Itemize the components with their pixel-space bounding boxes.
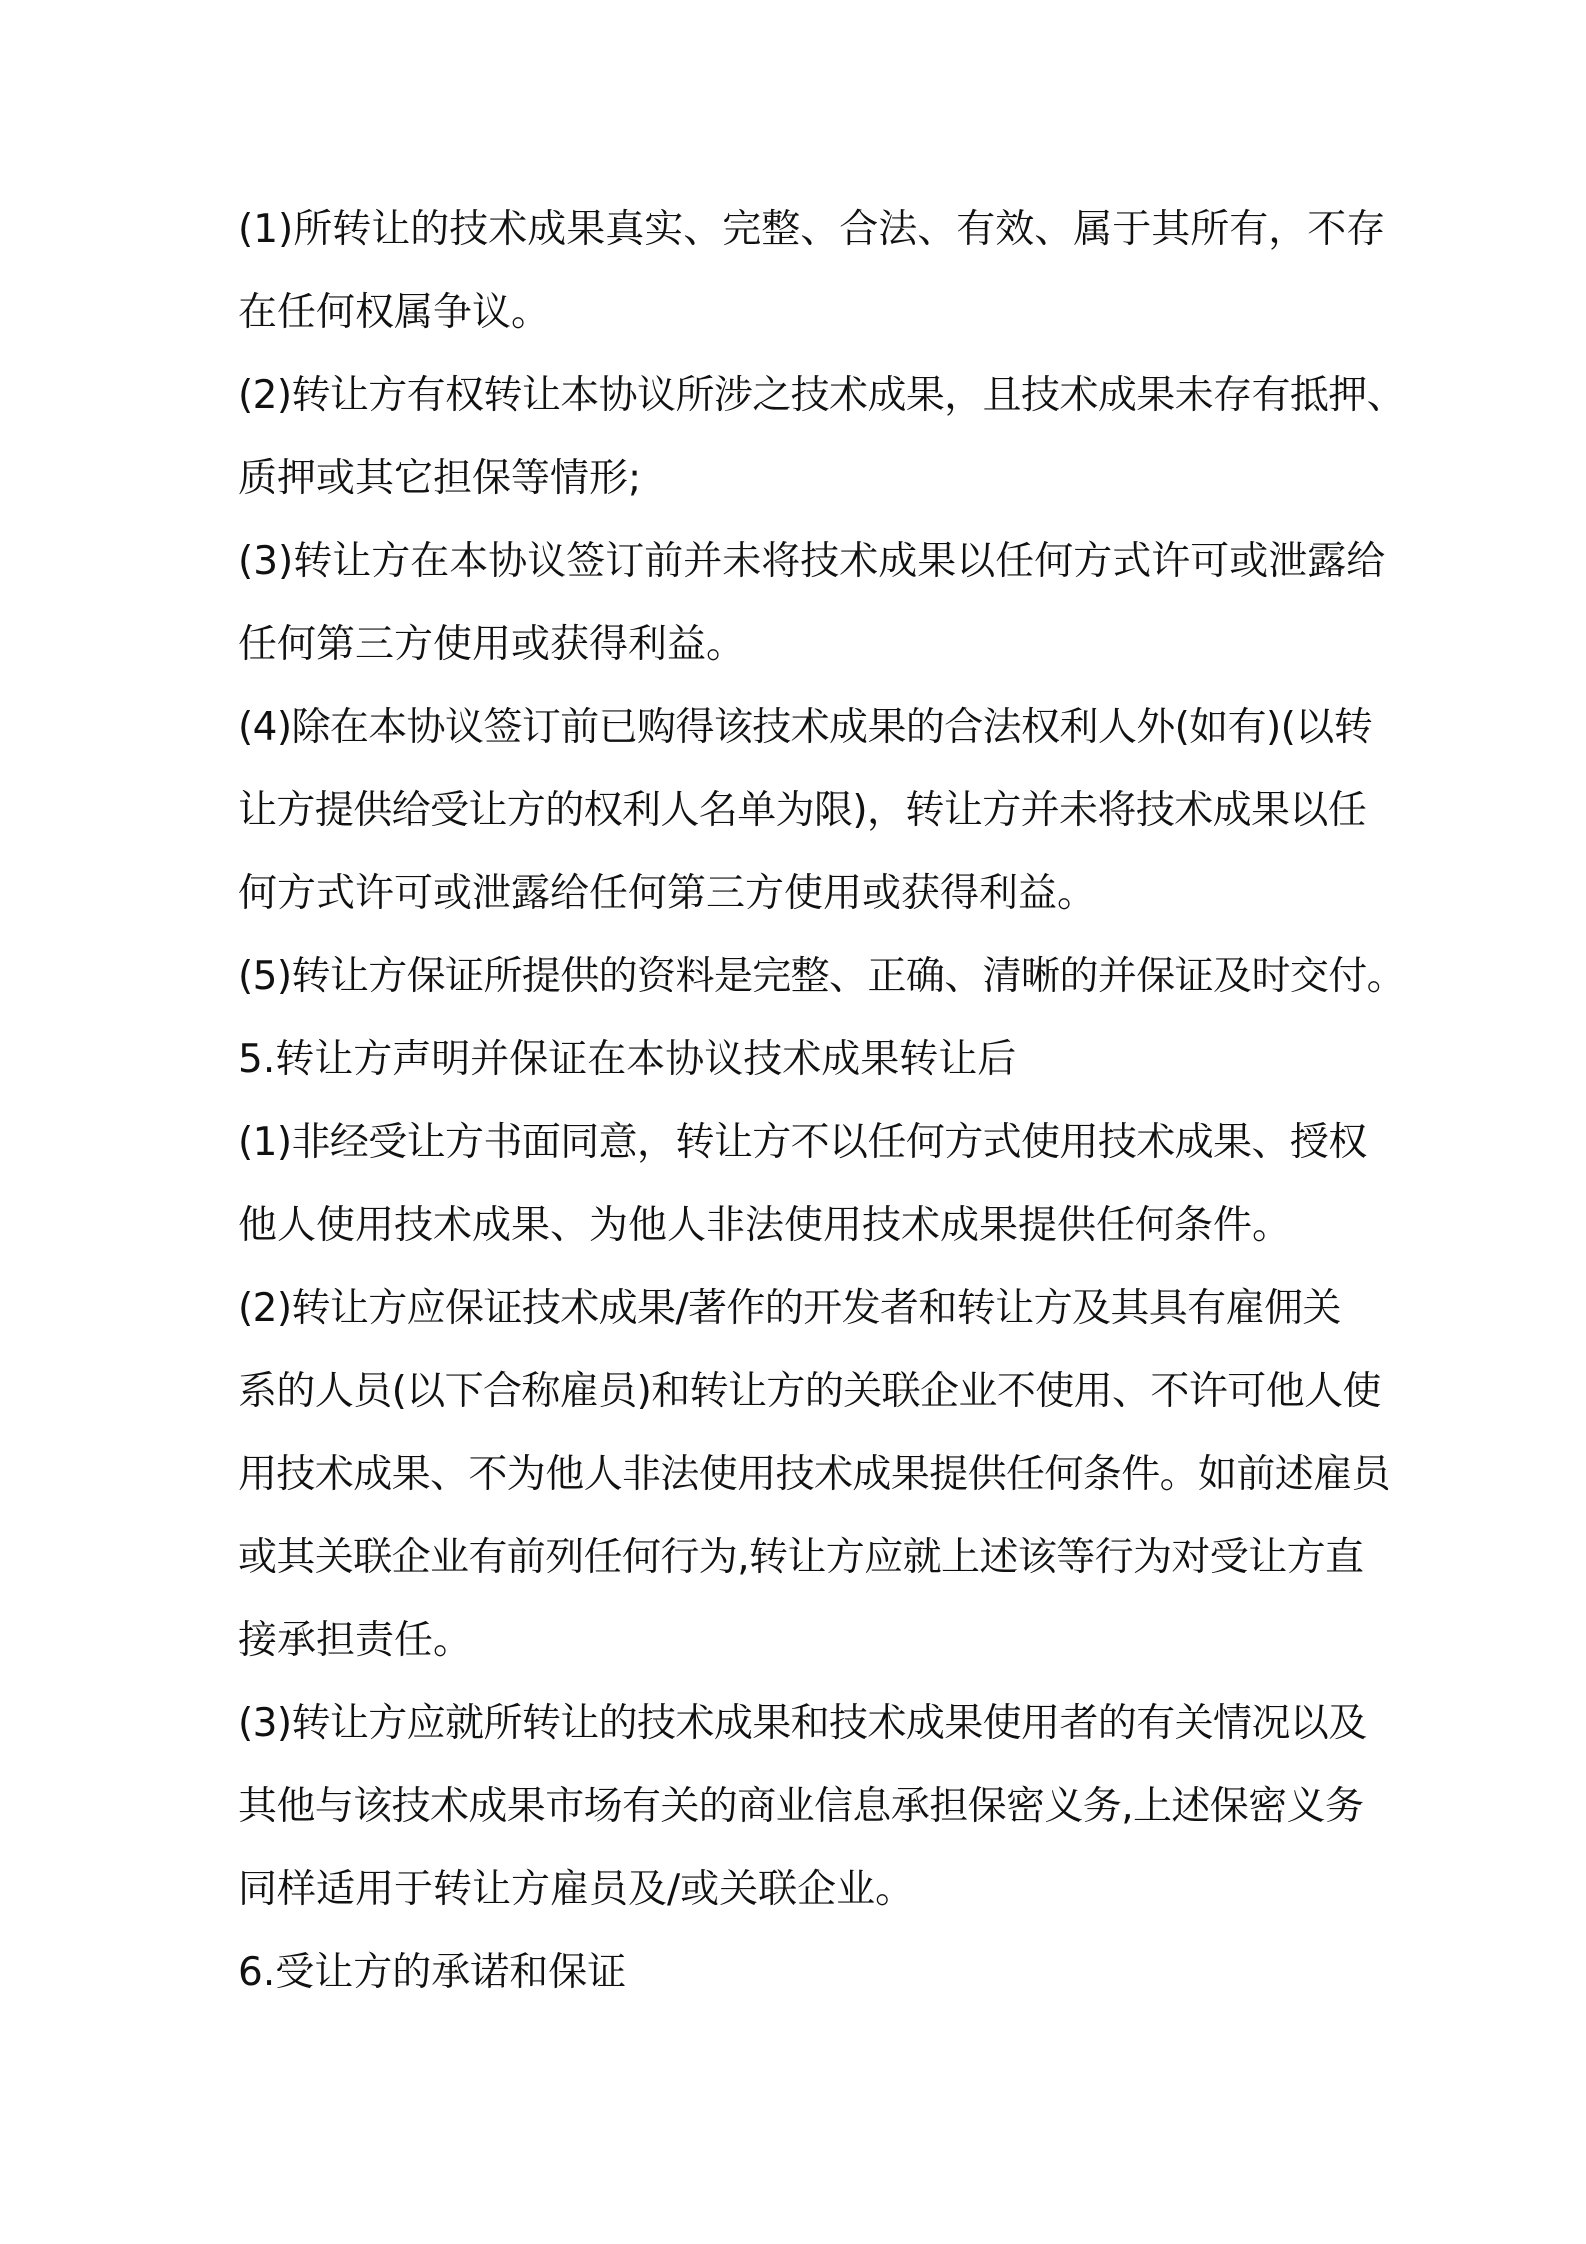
text-line: 在任何权属争议。 xyxy=(238,290,551,335)
text-line: 其他与该技术成果市场有关的商业信息承担保密义务,上述保密义务 xyxy=(238,1784,1364,1829)
text-line: (3)转让方在本协议签订前并未将技术成果以任何方式许可或泄露给 xyxy=(238,539,1386,584)
text-line: 接承担责任。 xyxy=(238,1618,473,1663)
text-line: (3)转让方应就所转让的技术成果和技术成果使用者的有关情况以及 xyxy=(238,1701,1367,1746)
text-line: 用技术成果、不为他人非法使用技术成果提供任何条件。如前述雇员 xyxy=(238,1452,1391,1497)
text-line: 任何第三方使用或获得利益。 xyxy=(238,622,746,667)
section-heading: 5.转让方声明并保证在本协议技术成果转让后 xyxy=(238,1037,1017,1082)
text-line: 或其关联企业有前列任何行为,转让方应就上述该等行为对受让方直 xyxy=(238,1535,1364,1580)
text-line: (2)转让方应保证技术成果/著作的开发者和转让方及其具有雇佣关 xyxy=(238,1286,1341,1331)
text-line: 让方提供给受让方的权利人名单为限)，转让方并未将技术成果以任 xyxy=(238,788,1367,833)
text-line: (4)除在本协议签订前已购得该技术成果的合法权利人外(如有)(以转 xyxy=(238,705,1373,750)
text-line: 同样适用于转让方雇员及/或关联企业。 xyxy=(238,1867,915,1912)
document-body xyxy=(238,188,1406,2014)
text-line: 质押或其它担保等情形; xyxy=(238,456,642,501)
section-heading: 6.受让方的承诺和保证 xyxy=(238,1950,627,1995)
text-line: 何方式许可或泄露给任何第三方使用或获得利益。 xyxy=(238,871,1097,916)
text-line: (2)转让方有权转让本协议所涉之技术成果，且技术成果未存有抵押、 xyxy=(238,373,1406,418)
text-line: (1)所转让的技术成果真实、完整、合法、有效、属于其所有，不存 xyxy=(238,207,1386,252)
text-line: (5)转让方保证所提供的资料是完整、正确、清晰的并保证及时交付。 xyxy=(238,954,1406,999)
text-line: (1)非经受让方书面同意，转让方不以任何方式使用技术成果、授权 xyxy=(238,1120,1367,1165)
text-line: 他人使用技术成果、为他人非法使用技术成果提供任何条件。 xyxy=(238,1203,1292,1248)
text-line: 系的人员(以下合称雇员)和转让方的关联企业不使用、不许可他人使 xyxy=(238,1369,1381,1414)
